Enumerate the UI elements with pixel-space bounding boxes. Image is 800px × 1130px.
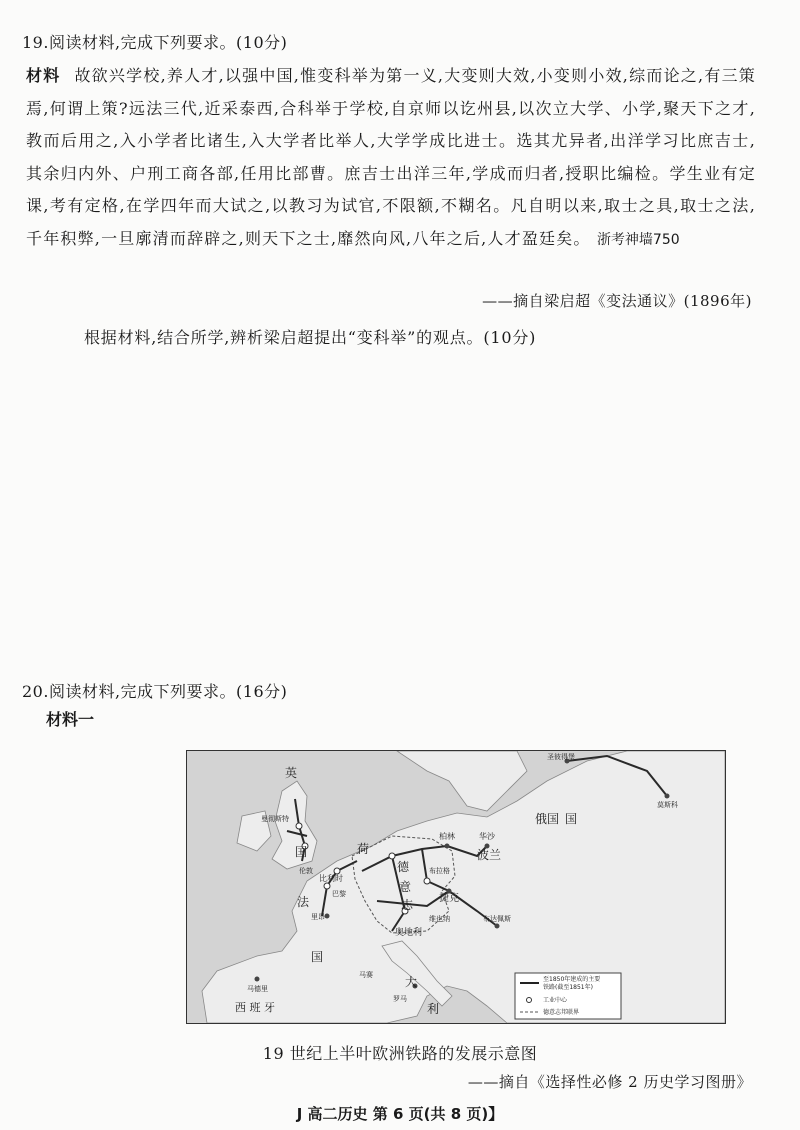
label-poland: 波兰 <box>477 848 502 862</box>
label-russia-1: 俄国 <box>535 812 560 826</box>
question-19-title: 19.阅读材料,完成下列要求。(10分) <box>22 33 288 52</box>
europe-railway-map <box>186 750 726 1024</box>
question-20-source: ——摘自《选择性必修 2 历史学习图册》 <box>467 1073 752 1091</box>
label-italy-1: 大 <box>405 975 418 989</box>
map-legend <box>515 973 621 1019</box>
label-uk-2: 国 <box>295 845 308 859</box>
label-france-1: 法 <box>297 895 310 909</box>
question-20-title: 20.阅读材料,完成下列要求。(16分) <box>22 682 288 701</box>
label-rome: 罗马 <box>393 995 407 1003</box>
label-russia-2: 国 <box>565 812 578 826</box>
question-19-material <box>26 60 756 256</box>
watermark-text: 浙考神墙750 <box>596 231 680 248</box>
material-text: 故欲兴学校,养人才,以强中国,惟变科举为第一义,大变则大效,小变则小效,综而论之,有三策焉,何谓上策?远法三代,近采泰西,合科举于学校,自京师以讫州县,以次立大学、小学,聚天下之才,教而后用之,入小学者比诸生,入大学者比举人,大学学成比进士。选其尤异者,出洋学习比庶吉士,其余归内外、户刑工商各部,任用比部曹。庶吉士出洋三年,学成而归者,授职比编检。学生业有定课,考有定格,在学四年而大试之,以教习为试官,不限额,不糊名。凡自明以来,取士之具,取士之法,千年积弊,一旦廓清而辞辟之,则天下之士,靡然向风,八年之后,人才盈廷矣。 <box>26 66 756 248</box>
legend-border: 德意志邦联界 <box>543 1009 580 1016</box>
label-bohemia: 捷克 <box>439 893 459 904</box>
label-marseille: 马赛 <box>359 971 373 979</box>
legend-railway-2: 铁路(截至1851年) <box>543 984 593 991</box>
map-caption: 19 世纪上半叶欧洲铁路的发展示意图 <box>262 1044 538 1063</box>
label-moscow: 莫斯科 <box>657 801 678 809</box>
label-italy-2: 利 <box>427 1002 440 1016</box>
label-spain: 西 班 牙 <box>235 1001 275 1014</box>
legend-railway-1: 至1850年建成的主要 <box>543 976 601 983</box>
label-lyon: 里昂 <box>311 913 325 921</box>
label-st-petersburg: 圣彼得堡 <box>547 753 575 761</box>
label-london: 伦敦 <box>299 867 313 875</box>
map-graphic <box>187 751 725 1023</box>
label-netherlands: 荷 <box>357 842 370 856</box>
question-19-source: ——摘自梁启超《变法通议》(1896年) <box>482 292 752 310</box>
label-manchester: 曼彻斯特 <box>261 815 289 823</box>
label-germany-2: 意 <box>399 880 412 894</box>
label-berlin: 柏林 <box>439 832 455 841</box>
label-paris: 巴黎 <box>332 890 346 898</box>
material-label: 材料 <box>26 66 61 85</box>
question-19-task: 根据材料,结合所学,辨析梁启超提出“变科举”的观点。(10分) <box>84 328 537 347</box>
label-prague: 布拉格 <box>429 867 450 875</box>
label-germany-3: 志 <box>401 898 414 912</box>
label-belgium: 比利时 <box>319 874 343 883</box>
label-warsaw: 华沙 <box>479 832 495 841</box>
label-uk-1: 英 <box>285 766 298 780</box>
page-footer: J 高二历史 第 6 页(共 8 页)】 <box>296 1105 504 1123</box>
label-budapest: 布达佩斯 <box>483 915 511 923</box>
material-one-label: 材料一 <box>46 710 95 729</box>
land-scandinavia <box>397 751 527 811</box>
label-vienna: 维也纳 <box>429 915 450 923</box>
label-austria: 奥地利 <box>395 928 423 938</box>
label-madrid: 马德里 <box>247 985 268 993</box>
legend-industry: 工业中心 <box>543 997 568 1004</box>
label-france-2: 国 <box>311 950 324 964</box>
label-germany-1: 德 <box>397 860 410 874</box>
